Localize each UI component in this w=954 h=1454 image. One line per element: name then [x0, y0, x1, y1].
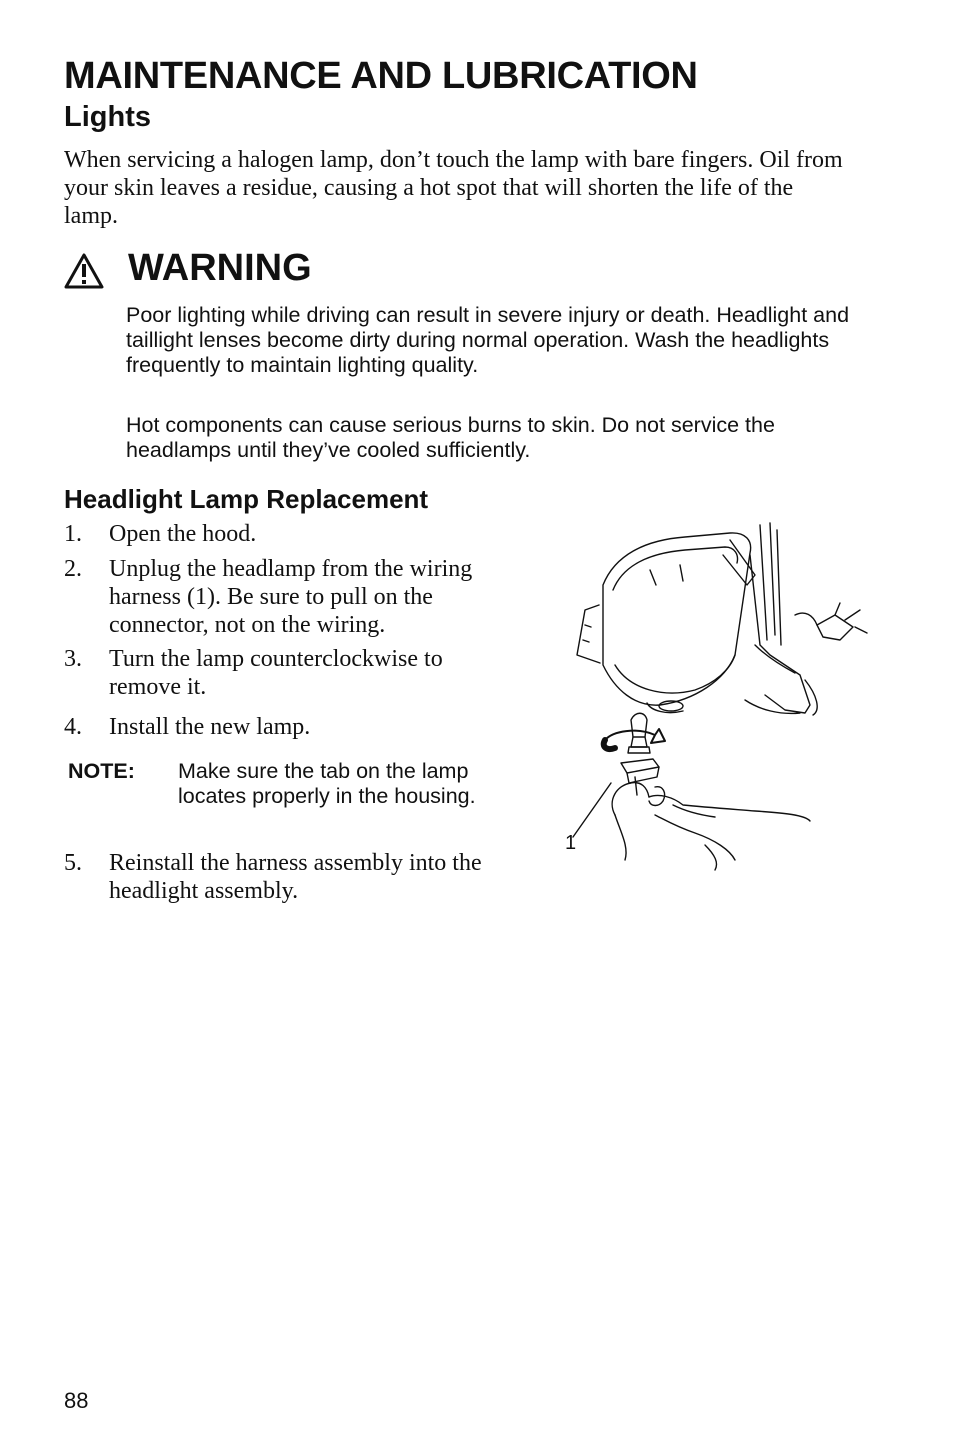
note-text: Make sure the tab on the lamp locates properly in the housing. [178, 759, 476, 808]
warning-paragraph: Hot components can cause serious burns to skin. Do not service the headlamps until they’ve cooled sufficiently. [126, 413, 775, 462]
subsection-title: Headlight Lamp Replacement [64, 484, 429, 514]
callout-label: 1 [565, 832, 577, 854]
section-title: Lights [64, 101, 151, 133]
intro-paragraph: When servicing a halogen lamp, don’t touch the lamp with bare fingers. Oil from your skin leaves a residue, causing a hot spot that will shorten the life of the lamp. [64, 147, 843, 229]
step-text: Turn the lamp counterclockwise to remove it. [109, 646, 443, 700]
step-number: 3. [64, 646, 82, 672]
page-number: 88 [64, 1388, 89, 1413]
list-item [64, 645, 514, 701]
step-text: Open the hood. [109, 521, 257, 547]
headlight-illustration [555, 515, 875, 875]
rotation-arrow-icon [605, 729, 665, 743]
list-item [64, 713, 514, 741]
step-text: Reinstall the harness assembly into the headlight assembly. [109, 850, 482, 904]
warning-title: WARNING [128, 247, 312, 289]
list-item [64, 849, 514, 905]
list-item [64, 520, 514, 548]
chapter-title: MAINTENANCE AND LUBRICATION [64, 55, 698, 97]
step-number: 5. [64, 850, 82, 876]
warning-triangle-icon [64, 253, 104, 289]
wiring-clip [795, 603, 867, 640]
step-number: 2. [64, 556, 82, 582]
step-text: Unplug the headlamp from the wiring harness (1). Be sure to pull on the connector, not on the wiring. [109, 556, 473, 638]
list-item [64, 555, 514, 639]
note-label: NOTE: [68, 759, 135, 783]
note [68, 759, 508, 809]
step-number: 4. [64, 714, 82, 740]
mounting-bracket [745, 523, 817, 715]
warning-paragraph: Poor lighting while driving can result in severe injury or death. Headlight and taillight lenses become dirty during normal operation. Wash the headlights frequently to maintain lighting quality. [126, 303, 850, 377]
callout-leader-line [573, 783, 611, 837]
step-number: 1. [64, 521, 82, 547]
connector [621, 759, 659, 795]
step-text: Install the new lamp. [109, 714, 311, 740]
headlight-housing [577, 533, 755, 713]
hand [612, 783, 810, 870]
